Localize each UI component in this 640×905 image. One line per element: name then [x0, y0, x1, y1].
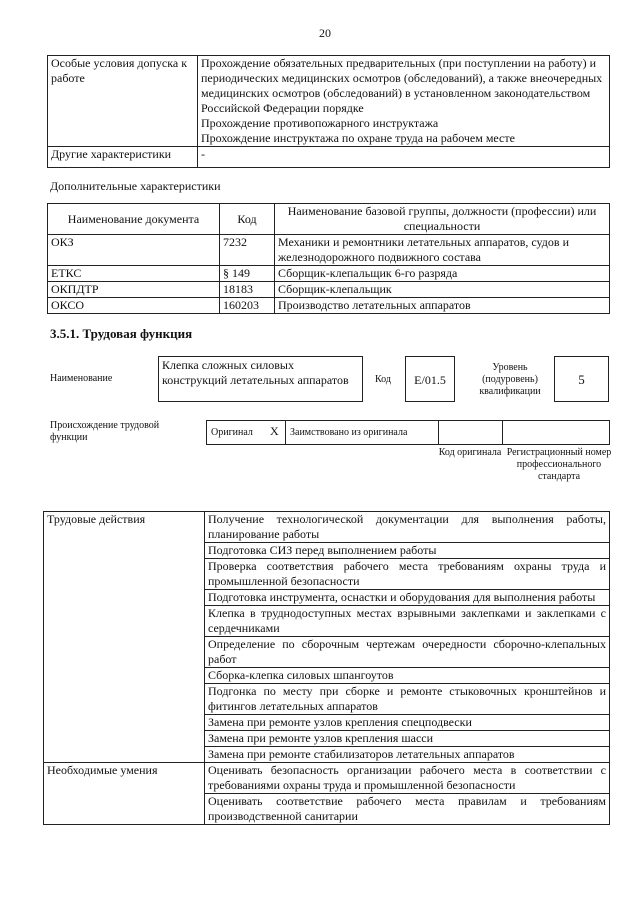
required-skills-label: Необходимые умения — [44, 763, 205, 825]
additional-heading: Дополнительные характеристики — [50, 179, 221, 193]
group-cell: Механики и ремонтники летательных аппаратов, судов и железнодорожного подвижного состава — [275, 235, 610, 266]
borrowed-cell — [285, 420, 439, 445]
list-item: Оценивать безопасность организации рабочего места в соответствии с требованиями охраны труда и промышленной безопасности — [205, 763, 610, 794]
function-code-box — [405, 356, 455, 402]
original-mark: X — [270, 424, 279, 438]
list-item: Подгонка по месту при сборке и ремонте стыковочных кронштейнов и фитингов летательных аппаратов — [205, 684, 610, 715]
other-characteristics-value: - — [198, 147, 610, 168]
doc-cell: ОКСО — [48, 298, 220, 314]
table-row — [48, 235, 610, 266]
code-cell: 18183 — [220, 282, 275, 298]
level-label: Уровень (подуровень) квалификации — [479, 362, 541, 397]
original-label: Оригинал — [211, 427, 253, 438]
doc-cell: ОКЗ — [48, 235, 220, 266]
code-cell: 160203 — [220, 298, 275, 314]
section-heading: 3.5.1. Трудовая функция — [50, 326, 193, 341]
function-code-value: E/01.5 — [414, 373, 446, 387]
doc-cell: ЕТКС — [48, 266, 220, 282]
col-header-group: Наименование базовой группы, должности (профессии) или специальности — [275, 204, 610, 235]
list-item: Сборка-клепка силовых шпангоутов — [205, 668, 610, 684]
level-box — [554, 356, 609, 402]
original-cell — [206, 420, 286, 445]
list-item: Замена при ремонте узлов крепления спецподвески — [205, 715, 610, 731]
origin-code-caption: Код оригинала — [438, 447, 502, 458]
table-row — [48, 56, 610, 147]
conditions-table — [47, 55, 610, 168]
table-row — [48, 266, 610, 282]
table-header-row — [48, 204, 610, 235]
table-row — [44, 512, 610, 543]
code-cell: 7232 — [220, 235, 275, 266]
function-name-value: Клепка сложных силовых конструкций летательных аппаратов — [162, 358, 349, 387]
list-item: Клепка в труднодоступных местах взрывными заклепками и заклепками с сердечниками — [205, 606, 610, 637]
group-cell: Сборщик-клепальщик — [275, 282, 610, 298]
origin-code-cell — [438, 420, 503, 445]
list-item: Проверка соответствия рабочего места требованиям охраны труда и промышленной безопасности — [205, 559, 610, 590]
other-characteristics-label: Другие характеристики — [48, 147, 198, 168]
special-conditions-label: Особые условия допуска к работе — [48, 56, 198, 147]
list-item: Замена при ремонте узлов крепления шасси — [205, 731, 610, 747]
col-header-code: Код — [220, 204, 275, 235]
origin-label: Происхождение трудовой функции — [50, 420, 160, 443]
table-row — [48, 298, 610, 314]
list-item: Подготовка СИЗ перед выполнением работы — [205, 543, 610, 559]
list-item: Получение технологической документации для выполнения работы, планирование работы — [205, 512, 610, 543]
additional-table — [47, 203, 610, 314]
borrowed-label: Заимствовано из оригинала — [290, 427, 408, 438]
code-label: Код — [375, 374, 391, 385]
doc-cell: ОКПДТР — [48, 282, 220, 298]
col-header-document: Наименование документа — [48, 204, 220, 235]
level-value: 5 — [578, 372, 585, 387]
page-number: 20 — [319, 26, 331, 40]
origin-reg-caption: Регистрационный номер профессионального стандарта — [506, 447, 612, 482]
group-cell: Производство летательных аппаратов — [275, 298, 610, 314]
special-conditions-value: Прохождение обязательных предварительных (при поступлении на работу) и периодических медицинских осмотров (обследований), а также внеочередных медицинских осмотров (обследований) в установленном законодательством Российской Федерации порядке Прохождение противопожарного инструктажа Прохождение инструктажа по охране труда на рабочем месте — [198, 56, 610, 147]
duties-table — [43, 511, 610, 825]
table-row — [44, 763, 610, 794]
list-item: Подготовка инструмента, оснастки и оборудования для выполнения работы — [205, 590, 610, 606]
code-cell: § 149 — [220, 266, 275, 282]
function-name-box — [158, 356, 363, 402]
labor-actions-label: Трудовые действия — [44, 512, 205, 763]
list-item: Определение по сборочным чертежам очередности сборочно-клепальных работ — [205, 637, 610, 668]
name-label: Наименование — [50, 373, 113, 384]
list-item: Оценивать соответствие рабочего места правилам и требованиям производственной санитарии — [205, 794, 610, 825]
table-row — [48, 282, 610, 298]
origin-reg-cell — [502, 420, 610, 445]
group-cell: Сборщик-клепальщик 6-го разряда — [275, 266, 610, 282]
list-item: Замена при ремонте стабилизаторов летательных аппаратов — [205, 747, 610, 763]
table-row — [48, 147, 610, 168]
